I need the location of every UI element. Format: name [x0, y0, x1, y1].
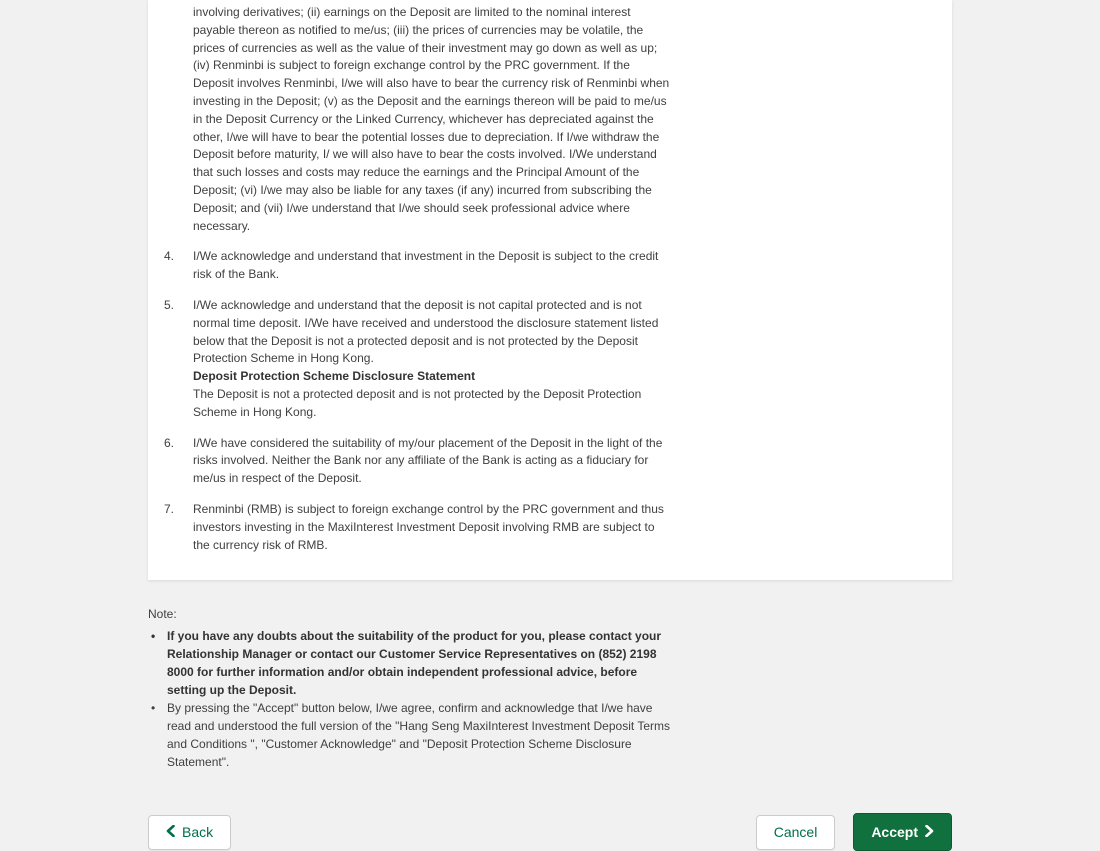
term-item-4 — [148, 248, 952, 284]
note-list — [148, 627, 952, 771]
terms-panel — [148, 0, 952, 580]
term-number: 6. — [164, 435, 175, 450]
term-number: 7. — [164, 501, 175, 516]
term-text: I/We acknowledge and understand that investment in the Deposit is subject to the credit risk of the Bank. — [193, 249, 659, 282]
term-item-6 — [148, 435, 952, 488]
term-number: 5. — [164, 297, 175, 312]
note-bullet-text: By pressing the "Accept" button below, I/we agree, confirm and acknowledge that I/we have read and understood the full version of the "Hang Seng MaxiInterest Investment Deposit Terms and Conditions ", "Customer Acknowledge" and "Deposit Protection Scheme Disclosure Statement". — [167, 701, 670, 770]
note-bullet-text: If you have any doubts about the suitability of the product for you, please contact your Relationship Manager or contact our Customer Service Representatives on (852) 2198 8000 for further information and/or obtain independent professional advice, before setting up the Deposit. — [167, 629, 662, 698]
back-button[interactable] — [148, 815, 231, 850]
deposit-protection-disclosure-heading: Deposit Protection Scheme Disclosure Statement — [193, 369, 476, 384]
actions-right-group — [756, 813, 952, 851]
note-section — [148, 605, 952, 771]
bullet-icon: • — [151, 629, 156, 644]
cancel-button[interactable] — [756, 815, 836, 850]
term-text — [193, 297, 673, 422]
term-item-7 — [148, 501, 952, 554]
bullet-icon: • — [151, 701, 156, 716]
terms-continued-paragraph — [148, 4, 952, 235]
page-content — [148, 0, 952, 851]
term-number: 4. — [164, 249, 175, 264]
accept-button[interactable] — [853, 813, 952, 851]
actions-row — [148, 813, 952, 851]
note-bullet-accept-agreement — [148, 699, 679, 771]
term-item-5 — [148, 297, 952, 422]
cancel-button-label: Cancel — [773, 824, 818, 841]
chevron-right-icon — [925, 824, 934, 840]
term-text: I/We have considered the suitability of my/our placement of the Deposit in the light of the risks involved. Neither the Bank nor any affiliate of the Bank is acting as a fiduciary for me/us in respect of the Deposit. — [193, 435, 663, 486]
accept-button-label: Accept — [871, 824, 918, 841]
note-label: Note: — [148, 607, 177, 622]
term-text: Renminbi (RMB) is subject to foreign exchange control by the PRC government and thus investors investing in the MaxiInterest Investment Deposit involving RMB are subject to the currency risk of RMB. — [193, 501, 664, 552]
note-bullet-suitability — [148, 627, 679, 699]
back-button-label: Back — [182, 824, 214, 841]
term-number — [148, 4, 193, 235]
term-text: involving derivatives; (ii) earnings on the Deposit are limited to the nominal interest payable thereon as notified to me/us; (iii) the prices of currencies may be volatile, the prices of currencies as well as the value of their investment may go down as well as up; (iv) Renminbi is subject to foreign exchange control by the PRC government. If the Deposit involves Renminbi, I/we will also have to bear the currency risk of Renminbi when investing in the Deposit; (v) as the Deposit and the earnings thereon will be paid to me/us in the Deposit Currency or the Linked Currency, whichever has depreciated against the other, I/we will have to bear the potential losses due to depreciation. If I/we withdraw the Deposit before maturity, I/ we will also have to bear the costs involved. I/We understand that such losses and costs may reduce the earnings and the Principal Amount of the Deposit; (vi) I/we may also be liable for any taxes (if any) incurred from subscribing the Deposit; and (vii) I/we understand that I/we should seek professional advice where necessary. — [193, 5, 670, 233]
deposit-protection-disclosure-text: The Deposit is not a protected deposit and is not protected by the Deposit Protection Scheme in Hong Kong. — [193, 386, 642, 419]
term-item-5-text: I/We acknowledge and understand that the deposit is not capital protected and is not normal time deposit. I/We have received and understood the disclosure statement listed below that the Deposit is not a protected deposit and is not protected by the Deposit Protection Scheme in Hong Kong. — [193, 297, 659, 366]
chevron-left-icon — [166, 824, 175, 840]
